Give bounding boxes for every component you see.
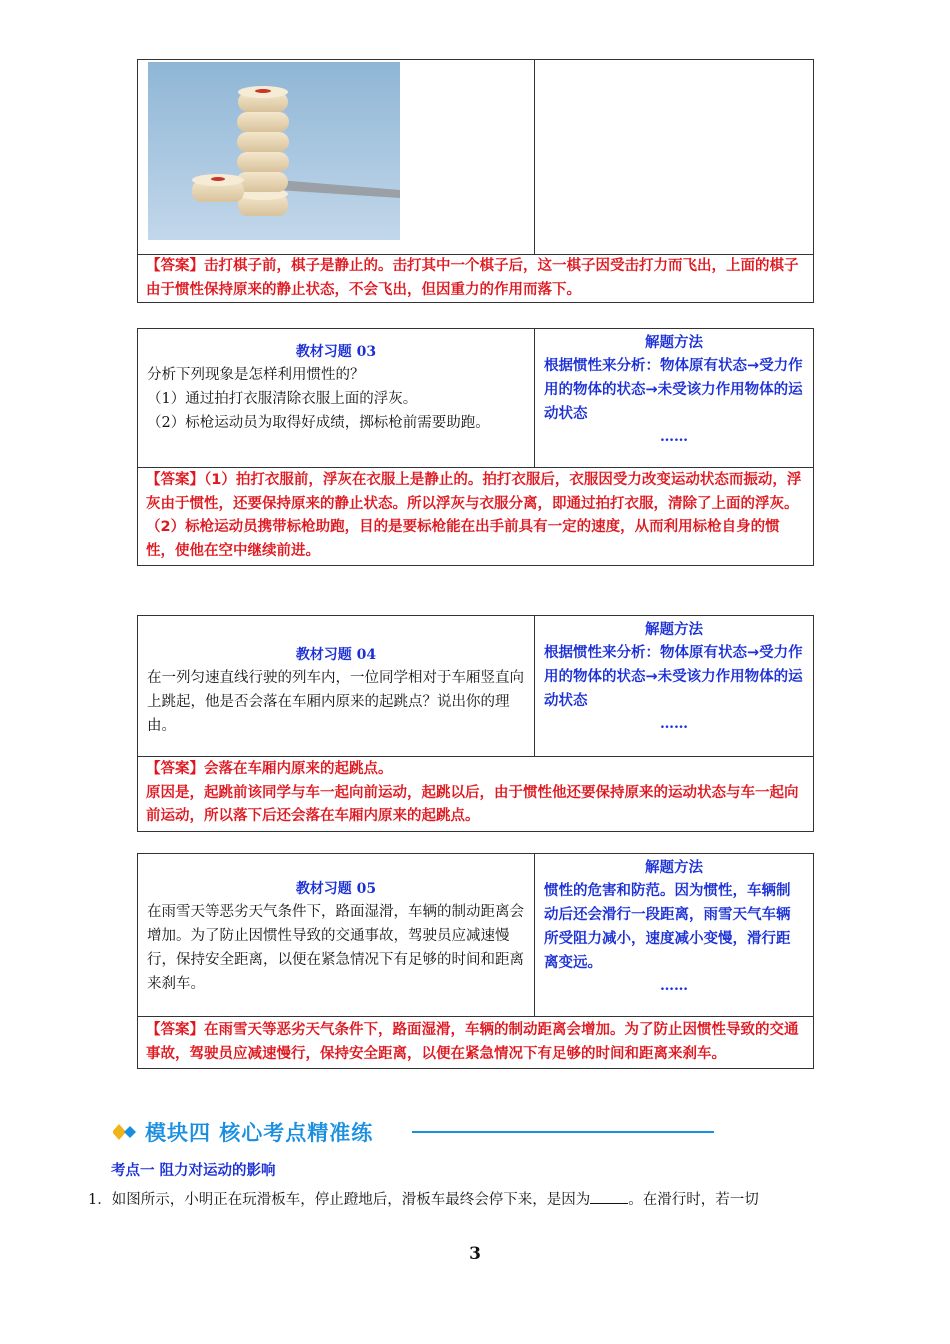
exercise-title: 教材习题 05 (295, 881, 377, 897)
question-text-continued: 。在滑行时，若一切 (628, 1192, 759, 1208)
exercise-title: 教材习题 03 (295, 344, 377, 360)
method-title: 解题方法 (645, 621, 703, 638)
double-diamond-icon (113, 1123, 139, 1141)
method-cell (535, 616, 813, 756)
question-text: 在一列匀速直线行驶的列车内，一位同学相对于车厢竖直向上跳起，他是否会落在车厢内原来的起跳点？说出你的理由。 (147, 670, 524, 734)
answer-block (138, 468, 813, 565)
method-cell (535, 329, 813, 467)
table-exercise-05 (137, 853, 814, 1069)
question-text: 如图所示，小明正在玩滑板车，停止蹬地后，滑板车最终会停下来，是因为 (111, 1192, 591, 1208)
exercise-title: 教材习题 04 (295, 647, 377, 663)
question-1 (88, 1188, 759, 1209)
question-cell (138, 329, 535, 467)
method-dots: …… (660, 429, 688, 445)
answer-blank[interactable] (590, 1189, 628, 1204)
question-line: （1）通过拍打衣服清除衣服上面的浮灰。 (147, 391, 418, 407)
question-line: （2）标枪运动员为取得好成绩，掷标枪前需要助跑。 (147, 415, 490, 431)
table-exercise-04 (137, 615, 814, 832)
answer-text: 【答案】会落在车厢内原来的起跳点。 (146, 761, 393, 777)
chess-pieces-photo (148, 62, 400, 240)
answer-text: 【答案】（1）拍打衣服前，浮灰在衣服上是静止的。拍打衣服后，衣服因受力改变运动状态而振动，浮灰由于惯性，还要保持原来的静止状态。所以浮灰与衣服分离，即通过拍打衣服，清除了上面的浮灰。 (146, 472, 802, 512)
method-text: 惯性的危害和防范。因为惯性，车辆制动后还会滑行一段距离，雨雪天气车辆所受阻力减小，速度减小变慢，滑行距离变远。 (544, 883, 791, 971)
module-header (113, 1117, 373, 1147)
question-text: 在雨雪天等恶劣天气条件下，路面湿滑，车辆的制动距离会增加。为了防止因惯性导致的交通事故，驾驶员应减速慢行，保持安全距离，以便在紧急情况下有足够的时间和距离来刹车。 (147, 904, 524, 992)
page-number: 3 (469, 1244, 481, 1264)
method-text: 根据惯性来分析：物体原有状态→受力作用的物体的状态→未受该力作用物体的运动状态 (544, 358, 803, 422)
question-cell (138, 854, 535, 1016)
method-cell (535, 854, 813, 1016)
method-title: 解题方法 (645, 859, 703, 876)
empty-cell (535, 60, 813, 254)
section-heading: 考点一 阻力对运动的影响 (111, 1163, 276, 1179)
answer-text: 【答案】在雨雪天等恶劣天气条件下，路面湿滑，车辆的制动距离会增加。为了防止因惯性导致的交通事故，驾驶员应减速慢行，保持安全距离，以便在紧急情况下有足够的时间和距离来刹车。 (146, 1022, 799, 1062)
question-number: 1． (88, 1192, 112, 1208)
method-title: 解题方法 (645, 334, 703, 351)
method-dots: …… (660, 716, 688, 732)
method-text: 根据惯性来分析：物体原有状态→受力作用的物体的状态→未受该力作用物体的运动状态 (544, 645, 803, 709)
module-title: 模块四 核心考点精准练 (145, 1121, 374, 1145)
question-cell (138, 616, 535, 756)
table-exercise-03 (137, 328, 814, 566)
answer-text: 原因是，起跳前该同学与车一起向前运动，起跳以后，由于惯性他还要保持原来的运动状态与车一起向前运动，所以落下后还会落在车厢内原来的起跳点。 (146, 784, 799, 824)
question-line: 分析下列现象是怎样利用惯性的？ (147, 367, 365, 383)
answer-text: 【答案】击打棋子前，棋子是静止的。击打其中一个棋子后，这一棋子因受击打力而飞出，上面的棋子由于惯性保持原来的静止状态，不会飞出，但因重力的作用而落下。 (146, 258, 799, 298)
answer-text: （2）标枪运动员携带标枪助跑，目的是要标枪能在出手前具有一定的速度，从而利用标枪自身的惯性，使他在空中继续前进。 (146, 519, 780, 559)
module-divider (412, 1131, 714, 1133)
answer-block (138, 757, 813, 831)
method-dots: …… (660, 978, 688, 994)
